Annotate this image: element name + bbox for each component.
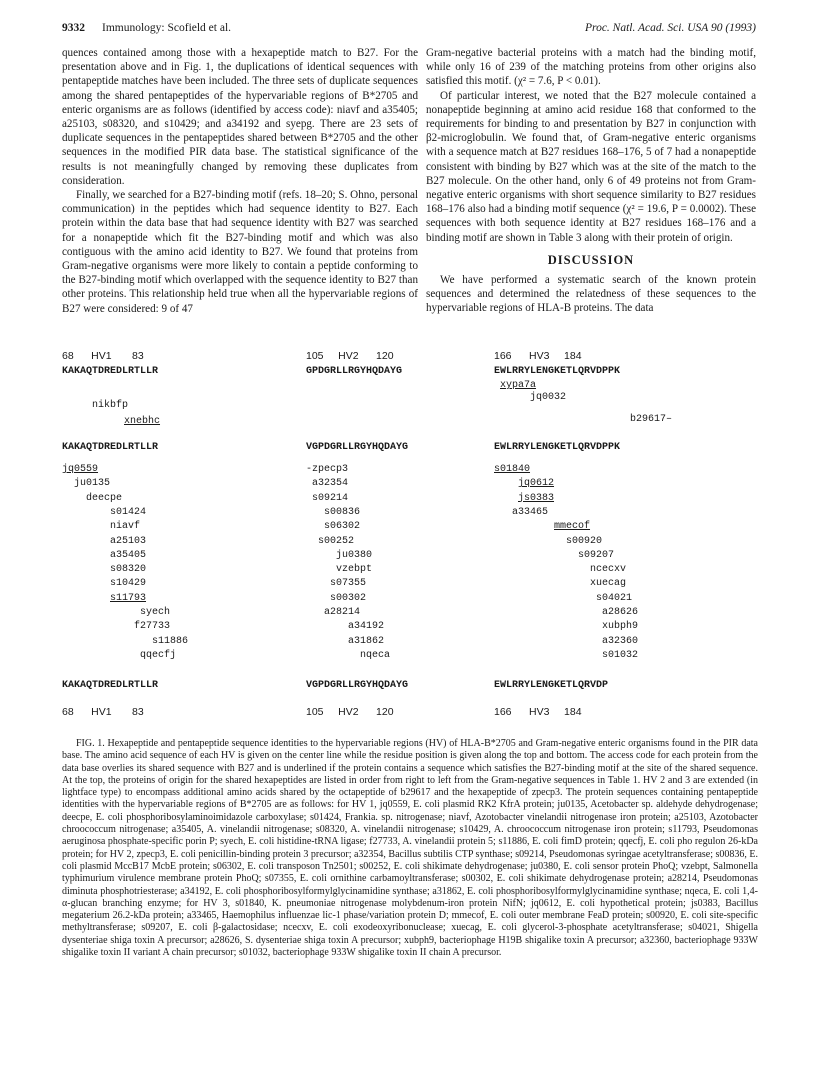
hv1-hexapeptide-code: xnebhc bbox=[124, 416, 161, 427]
hv1-sequence-center: KAKAQTDREDLRTLLR bbox=[62, 442, 159, 453]
caption-text: FIG. 1. Hexapeptide and pentapeptide sequence identities to the hypervariable regions (HV) of HLA-B*2705 and Gram-negative enteric organisms found in the PIR data base. The amino acid sequence of each HV is given on the center line while the residue position is given along the top and bottom. The access code for each protein from the data base overlies its shared sequence with B27 and is underlined if the protein contains a sequence which satisfies the B27-binding motif at the site of the shared sequence. At the top, the proteins of origin for the shared hexapeptides are listed in order from right to left from the Gram-negative sequences in Table 1. HV 2 and 3 are extended (in lightface type) to encompass additional amino acids shared by the octapeptide of b29617 and the hexapeptide of zpecp3. The protein sequences containing pentapeptide identities with the hypervariable regions of B*2705 are as follows: for HV 1, jq0559, E. coli plasmid RK2 KfrA protein; ju0135, Acetobacter sp. aldehyde dehydrogenase; deecpe, E. coli phosphoribosylaminoimidazole carboxylase; s01424, Frankia. sp. nitrogenase; niavf, Azotobacter vinelandii nitrogenase iron protein; a25103, Azotobacter chroococcum nitrogenase; a35405, A. vinelandii nitrogenase; s08320, A. vinelandii nitrogenase; s10429, A. chroococcum nitrogenase iron protein; s11793, Pseudomonas aeruginosa phosphate-specific porin P; syech, E. coli histidine-tRNA ligase; f27733, A. vinelandii protein 5; s11886, E. coli fimD protein; qqecfj, E. coli pho regulon 26-kDa protein; for HV 2, zpecp3, E. coli penicillin-binding protein 3 precursor; a32354, Bacillus subtilis CTP synthase; s09214, Pseudomonas syringae acetyltransferase; s00836, E. coli plasmid MccB17 McbE protein; s06302, E. coli transposon Tn2501; s00252, E. coli shikimate dehydrogenase; ju0380, E. coli sensor protein PhoQ; vzebpt, Salmonella typhimurium virulence membrane protein PhoQ; s07355, E. coli ornithine carbamoyltransferase; s00302, E. coli shikimate dehydrogenase protein; a28214, Pseudomonas diminuta phosphotriesterase; a34192, E. coli phosphoribosylformylglycinamidine synthase; a31862, E. coli phosphoribosylformylglycinamidine synthase; nqeca, E. coli 1,4-α-glucan branching enzyme; for HV 3, s01840, K. pneumoniae nitrogenase molybdenum-iron protein NifN; jq0612, E. coli hypothetical protein; js0383, Bacillus megaterium 26.2-kDa protein; a33465, Haemophilus influenzae lic-1 phase/variation protein D; mmecof, E. coli outer membrane FeaD protein; s00920, E. coli site-specific methyltransferase; s09207, E. coli β-galactosidase; ncecxv, E. coli exodeoxyribonuclease; xuecag, E. coli glycerol-3-phosphate acetyltransferase; s04021, Shigella dysenteriae shiga toxin A precursor; a28626, S. dysenteriae shiga toxin A precursor; xubph9, bacteriophage H19B shigalike toxin A precursor; a32360, bacteriophage 933W shigalike toxin II variant A chain precursor; s01032, bacteriophage 933W shigalike toxin II chain A precursor. bbox=[62, 738, 758, 959]
hv2-pentapeptide-code: a28214 bbox=[324, 607, 361, 618]
right-column bbox=[426, 46, 756, 316]
paragraph: We have performed a systematic search of the known protein sequences and determined the relatedness of these sequences to the hypervariable regions of HLA-B proteins. The data bbox=[426, 274, 756, 315]
paragraph: quences contained among those with a hexapeptide match to B27. For the presentation above and in Fig. 1, the duplications of identical sequences with pentapeptide matches have been included. The three sets of duplicate sequences among the shared pentapeptides of the hypervariable regions of B*2705 and enteric organisms are as follows (identified by access code): niavf and a35405; a25103, s08320, and s10429; and a34192 and syepg. There are 23 sets of duplicate sequences in the pentapeptides shared between B*2705 and the other sequences in the modified PIR data base. The statistical significance of the results is not meaningfully changed by removing these duplicates from consideration. bbox=[62, 47, 418, 187]
hv3-pentapeptide-code: jq0612 bbox=[518, 478, 555, 490]
hv1-pentapeptide-code: deecpe bbox=[86, 492, 123, 504]
hv3-pentapeptide-code: s01032 bbox=[602, 649, 639, 661]
hv1-pentapeptide-code: s10429 bbox=[110, 578, 147, 590]
hv2-pentapeptide-code: a31862 bbox=[348, 635, 385, 647]
hv2-pentapeptide-code: s00836 bbox=[324, 506, 361, 518]
hv3-hexapeptide-code: xypa7a bbox=[500, 380, 537, 391]
hv1-pentapeptide-code: a25103 bbox=[110, 535, 147, 547]
hv1-pentapeptide-code: qqecfj bbox=[140, 649, 177, 661]
hv3-hexapeptide-code: jq0032 bbox=[530, 392, 567, 403]
hv2-pentapeptide-code: a32354 bbox=[312, 478, 349, 490]
hv2-sequence-top: GPDGRLLRGYHQDAYG bbox=[306, 366, 403, 377]
journal-citation: Proc. Natl. Acad. Sci. USA 90 (1993) bbox=[585, 22, 756, 34]
hv3-pentapeptide-code: s01840 bbox=[494, 464, 531, 475]
running-head: Immunology: Scofield et al. bbox=[102, 22, 232, 34]
hv3-pentapeptide-code: ncecxv bbox=[590, 564, 627, 576]
hv1-axis-bottom: 68 HV1 83 bbox=[62, 706, 144, 718]
hv3-sequence-top: EWLRRYLENGKETLQRVDPPK bbox=[494, 366, 621, 377]
hv3-sequence-bottom: EWLRRYLENGKETLQRVDP bbox=[494, 680, 609, 691]
hv2-pentapeptide-code: s00252 bbox=[318, 535, 355, 547]
hv1-pentapeptide-code: s01424 bbox=[110, 506, 147, 518]
hv3-sequence-center: EWLRRYLENGKETLQRVDPPK bbox=[494, 442, 621, 453]
hv3-pentapeptide-code: a32360 bbox=[602, 635, 639, 647]
hv1-axis-top: 68 HV1 83 bbox=[62, 350, 144, 362]
hv2-pentapeptide-code: s00302 bbox=[330, 592, 367, 604]
page-header bbox=[62, 22, 756, 38]
left-column bbox=[62, 46, 418, 316]
hv2-axis-top: 105 HV2 120 bbox=[306, 350, 394, 362]
figure-caption bbox=[62, 738, 758, 959]
hv1-sequence-top: KAKAQTDREDLRTLLR bbox=[62, 366, 159, 377]
section-heading: DISCUSSION bbox=[547, 252, 635, 267]
hv1-pentapeptide-code: jq0559 bbox=[62, 464, 99, 475]
hv1-pentapeptide-code: ju0135 bbox=[74, 478, 111, 490]
hv2-pentapeptide-code: -zpecp3 bbox=[306, 464, 349, 475]
figure-1 bbox=[62, 350, 762, 722]
hv3-pentapeptide-code: s00920 bbox=[566, 535, 603, 547]
hv1-hexapeptide-code: nikbfp bbox=[92, 400, 129, 411]
paragraph: Gram-negative bacterial proteins with a match had the binding motif, while only 16 of 239 of the matching proteins from other origins also satisfied this motif. (χ² = 7.6, P < 0.01). bbox=[426, 47, 756, 88]
hv3-axis-bottom: 166 HV3 184 bbox=[494, 706, 582, 718]
hv3-pentapeptide-code: xubph9 bbox=[602, 621, 639, 633]
hv3-pentapeptide-code: mmecof bbox=[554, 521, 591, 533]
hv2-pentapeptide-code: vzebpt bbox=[336, 564, 373, 576]
hv2-sequence-center: VGPDGRLLRGYHQDAYG bbox=[306, 442, 409, 453]
hv2-pentapeptide-code: a34192 bbox=[348, 621, 385, 633]
hv2-sequence-bottom: VGPDGRLLRGYHQDAYG bbox=[306, 680, 409, 691]
hv1-pentapeptide-code: s08320 bbox=[110, 564, 147, 576]
hv3-pentapeptide-code: xuecag bbox=[590, 578, 627, 590]
hv2-pentapeptide-code: s07355 bbox=[330, 578, 367, 590]
paragraph: Of particular interest, we noted that the B27 molecule contained a nonapeptide beginning at amino acid residue 168 that conformed to the requirements for binding to and presentation by B27 in conjunction with β2-microglobulin. We found that, of Gram-negative enteric organisms with a sequence match at B27 residues 168–176, 5 of 7 had a nonapeptide consistent with binding by B27 which was at the site of the match to the B27 molecule. On the other hand, only 6 of 49 proteins not from Gram-negative enteric organisms with short sequence similarity to B27 residues 168–176 also had a binding motif sequence (χ² = 19.6, P = 0.0002). These sequences with both sequence identity at B27 residues 168–176 and a binding motif are shown in Table 3 along with their protein of origin. bbox=[426, 89, 756, 244]
hv2-pentapeptide-code: s06302 bbox=[324, 521, 361, 533]
hv1-pentapeptide-code: f27733 bbox=[134, 621, 171, 633]
hv1-sequence-bottom: KAKAQTDREDLRTLLR bbox=[62, 680, 159, 691]
hv3-hexapeptide-code: b29617– bbox=[630, 414, 673, 425]
hv2-pentapeptide-code: ju0380 bbox=[336, 549, 373, 561]
hv1-pentapeptide-code: niavf bbox=[110, 521, 141, 533]
hv3-axis-top: 166 HV3 184 bbox=[494, 350, 582, 362]
paragraph: Finally, we searched for a B27-binding motif (refs. 18–20; S. Ohno, personal communication) in the peptides which had sequence identity to B27. Each protein within the data base that had sequence identity with B27 was searched for a nonapeptide which fit the B27-binding motif and which was also contiguous with the amino acid identity to B27. We found that proteins from Gram-negative organisms were more likely to contain a peptide conforming to the B27-binding motif which overlapped with the sequence identity to B27 than other proteins. This relationship held true when all the hypervariable regions of B27 were considered: 9 of 47 bbox=[62, 189, 418, 315]
hv3-pentapeptide-code: a28626 bbox=[602, 607, 639, 618]
page-number: 9332 bbox=[62, 22, 85, 34]
hv2-axis-bottom: 105 HV2 120 bbox=[306, 706, 394, 718]
hv3-pentapeptide-code: s09207 bbox=[578, 549, 615, 561]
hv3-pentapeptide-code: js0383 bbox=[518, 492, 555, 504]
hv3-pentapeptide-code: a33465 bbox=[512, 506, 549, 518]
hv2-pentapeptide-code: nqeca bbox=[360, 649, 391, 661]
hv1-pentapeptide-code: s11886 bbox=[152, 635, 189, 647]
hv2-pentapeptide-code: s09214 bbox=[312, 492, 349, 504]
hv1-pentapeptide-code: syech bbox=[140, 607, 171, 618]
hv3-pentapeptide-code: s04021 bbox=[596, 592, 633, 604]
hv1-pentapeptide-code: a35405 bbox=[110, 549, 147, 561]
hv1-pentapeptide-code: s11793 bbox=[110, 592, 147, 604]
